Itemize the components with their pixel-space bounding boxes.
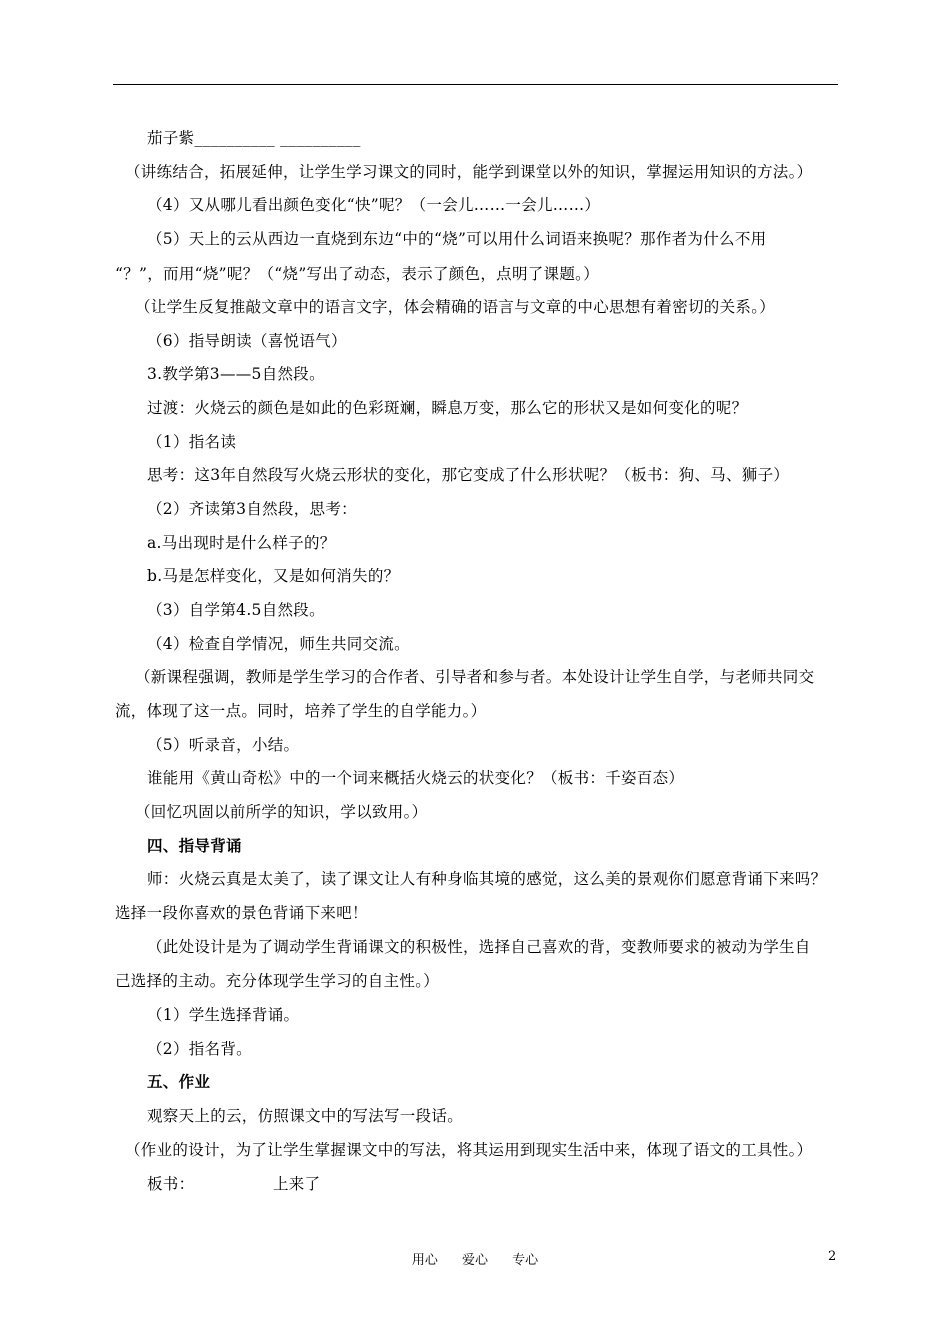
text-line: 上来了 (273, 1175, 321, 1193)
text-line: 过渡：火烧云的颜色是如此的色彩斑斓，瞬息万变，那么它的形状又是如何变化的呢？ (147, 399, 748, 417)
text-line: （作业的设计，为了让学生掌握课文中的写法，将其运用到现实生活中来，体现了语文的工具性。） (125, 1141, 813, 1159)
text-line: 板书： (147, 1175, 195, 1193)
text-line: （回忆巩固以前所学的知识，学以致用。） (135, 803, 428, 821)
text-line: “？”，而用“烧”呢？（“烧”写出了动态，表示了颜色，点明了课题。） (115, 265, 599, 283)
text-line: 己选择的主动。充分体现学生学习的自主性。） (115, 972, 440, 990)
text-line: （4）检查自学情况，师生共同交流。 (147, 635, 410, 653)
page-number: 2 (828, 1249, 837, 1264)
text-line: （新课程强调，教师是学生学习的合作者、引导者和参与者。本处设计让学生自学，与老师共同交 (135, 668, 815, 686)
footer-item: 爱心 (461, 1253, 488, 1268)
text-line: （1）指名读 (147, 433, 237, 451)
text-line: 流，体现了这一点。同时，培养了学生的自学能力。） (115, 702, 487, 720)
text-line: （让学生反复推敲文章中的语言文字，体会精确的语言与文章的中心思想有着密切的关系。） (135, 298, 776, 316)
text-line: （3）自学第4.5自然段。 (147, 601, 325, 619)
text-line: 选择一段你喜欢的景色背诵下来吧！ (115, 904, 368, 922)
section-heading: 四、指导背诵 (147, 837, 242, 855)
text-line: 观察天上的云，仿照课文中的写法写一段话。 (147, 1107, 464, 1125)
footer-motto (0, 1249, 950, 1268)
text-line: （讲练结合，拓展延伸，让学生学习课文的同时，能学到课堂以外的知识，掌握运用知识的方法。） (125, 163, 813, 181)
text-line: b.马是怎样变化，又是如何消失的？ (147, 567, 400, 585)
text-line: 思考：这3年自然段写火烧云形状的变化，那它变成了什么形状呢？（板书：狗、马、狮子） (147, 466, 790, 484)
text-line: （6）指导朗读（喜悦语气） (147, 332, 347, 350)
text-line: （2）齐读第3自然段，思考： (147, 500, 357, 518)
footer-item: 专心 (512, 1253, 539, 1268)
text-line: （4）又从哪儿看出颜色变化“快”呢？（一会儿……一会儿……） (147, 196, 601, 214)
footer-item: 用心 (411, 1253, 438, 1268)
header-rule (113, 84, 838, 85)
section-heading: 五、作业 (147, 1073, 211, 1091)
text-line: （此处设计是为了调动学生背诵课文的积极性，选择自己喜欢的背，变教师要求的被动为学生自 (147, 938, 811, 956)
text-line: 3.教学第3——5自然段。 (147, 365, 325, 383)
text-line: 师：火烧云真是太美了，读了课文让人有种身临其境的感觉，这么美的景观你们愿意背诵下来吗？ (147, 870, 827, 888)
text-line: 茄子紫__________ __________ (147, 129, 361, 147)
text-line: 谁能用《黄山奇松》中的一个词来概括火烧云的状变化？（板书：千姿百态） (147, 769, 685, 787)
text-line: （1）学生选择背诵。 (147, 1006, 300, 1024)
text-line: （5）天上的云从西边一直烧到东边“中的“烧”可以用什么词语来换呢？那作者为什么不用 (147, 230, 767, 248)
text-line: （5）听录音，小结。 (147, 736, 300, 754)
text-line: （2）指名背。 (147, 1040, 252, 1058)
text-line: a.马出现时是什么样子的？ (147, 534, 336, 552)
